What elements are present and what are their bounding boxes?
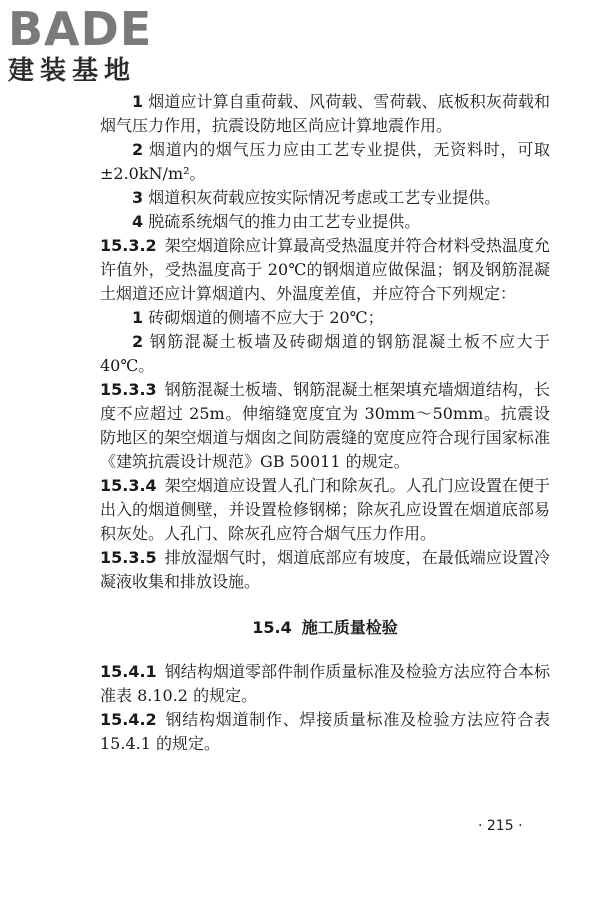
clause-number: 15.3.5 [100,548,157,567]
clause-15-3-2 [100,234,550,306]
item-text: 砖砌烟道的侧墙不应大于 20℃； [148,308,384,327]
clause-15-4-2 [100,708,550,756]
document-body [100,90,550,756]
clause-text: 钢结构烟道零部件制作质量标准及检验方法应符合本标准表 8.10.2 的规定。 [100,662,550,705]
clause-15-4-1 [100,660,550,708]
list-item [100,90,550,138]
clause-text: 排放湿烟气时，烟道底部应有坡度，在最低端应设置冷凝液收集和排放设施。 [100,548,550,591]
logo-subtitle: 建装基地 [8,56,137,86]
item-number: 2 [132,140,144,159]
clause-15-3-5 [100,546,550,594]
clause-text: 架空烟道应设置人孔门和除灰孔。人孔门应设置在便于出入的烟道侧壁，并设置检修钢梯；除灰孔应设置在烟道底部易积灰处。人孔门、除灰孔应符合烟气压力作用。 [100,476,550,543]
page-number: · 215 · [478,818,523,834]
item-number: 1 [132,308,144,327]
item-text: 脱硫系统烟气的推力由工艺专业提供。 [148,212,421,231]
item-number: 2 [132,332,144,351]
item-text: 烟道内的烟气压力应由工艺专业提供，无资料时，可取±2.0kN/m²。 [100,140,550,183]
clause-number: 15.3.4 [100,476,157,495]
item-number: 3 [132,188,144,207]
section-number: 15.4 [252,618,292,637]
item-number: 1 [132,92,144,111]
logo-wordmark: BADE [8,2,153,56]
brand-logo [8,4,178,86]
clause-15-3-4 [100,474,550,546]
clause-number: 15.4.2 [100,710,157,729]
clause-number: 15.4.1 [100,662,157,681]
list-item [100,330,550,378]
item-text: 钢筋混凝土板墙及砖砌烟道的钢筋混凝土板不应大于 40℃。 [100,332,550,375]
clause-text: 架空烟道除应计算最高受热温度并符合材料受热温度允许值外，受热温度高于 20℃的钢烟道应做保温；钢及钢筋混凝土烟道还应计算烟道内、外温度差值，并应符合下列规定： [100,236,550,303]
list-item [100,210,550,234]
item-text: 烟道应计算自重荷载、风荷载、雪荷载、底板积灰荷载和烟气压力作用，抗震设防地区尚应计算地震作用。 [100,92,550,135]
clause-text: 钢结构烟道制作、焊接质量标准及检验方法应符合表 15.4.1 的规定。 [100,710,550,753]
item-text: 烟道积灰荷载应按实际情况考虑或工艺专业提供。 [148,188,501,207]
list-item [100,306,550,330]
clause-15-3-3 [100,378,550,474]
section-heading [100,616,550,640]
clause-text: 钢筋混凝土板墙、钢筋混凝土框架填充墙烟道结构，长度不应超过 25m。伸缩缝宽度宜为 30mm～50mm。抗震设防地区的架空烟道与烟囱之间防震缝的宽度应符合现行国家标准《建筑抗震设计规范》GB 50011 的规定。 [100,380,550,471]
section-title: 施工质量检验 [301,618,398,637]
item-number: 4 [132,212,144,231]
clause-number: 15.3.3 [100,380,157,399]
clause-number: 15.3.2 [100,236,157,255]
list-item [100,138,550,186]
list-item [100,186,550,210]
